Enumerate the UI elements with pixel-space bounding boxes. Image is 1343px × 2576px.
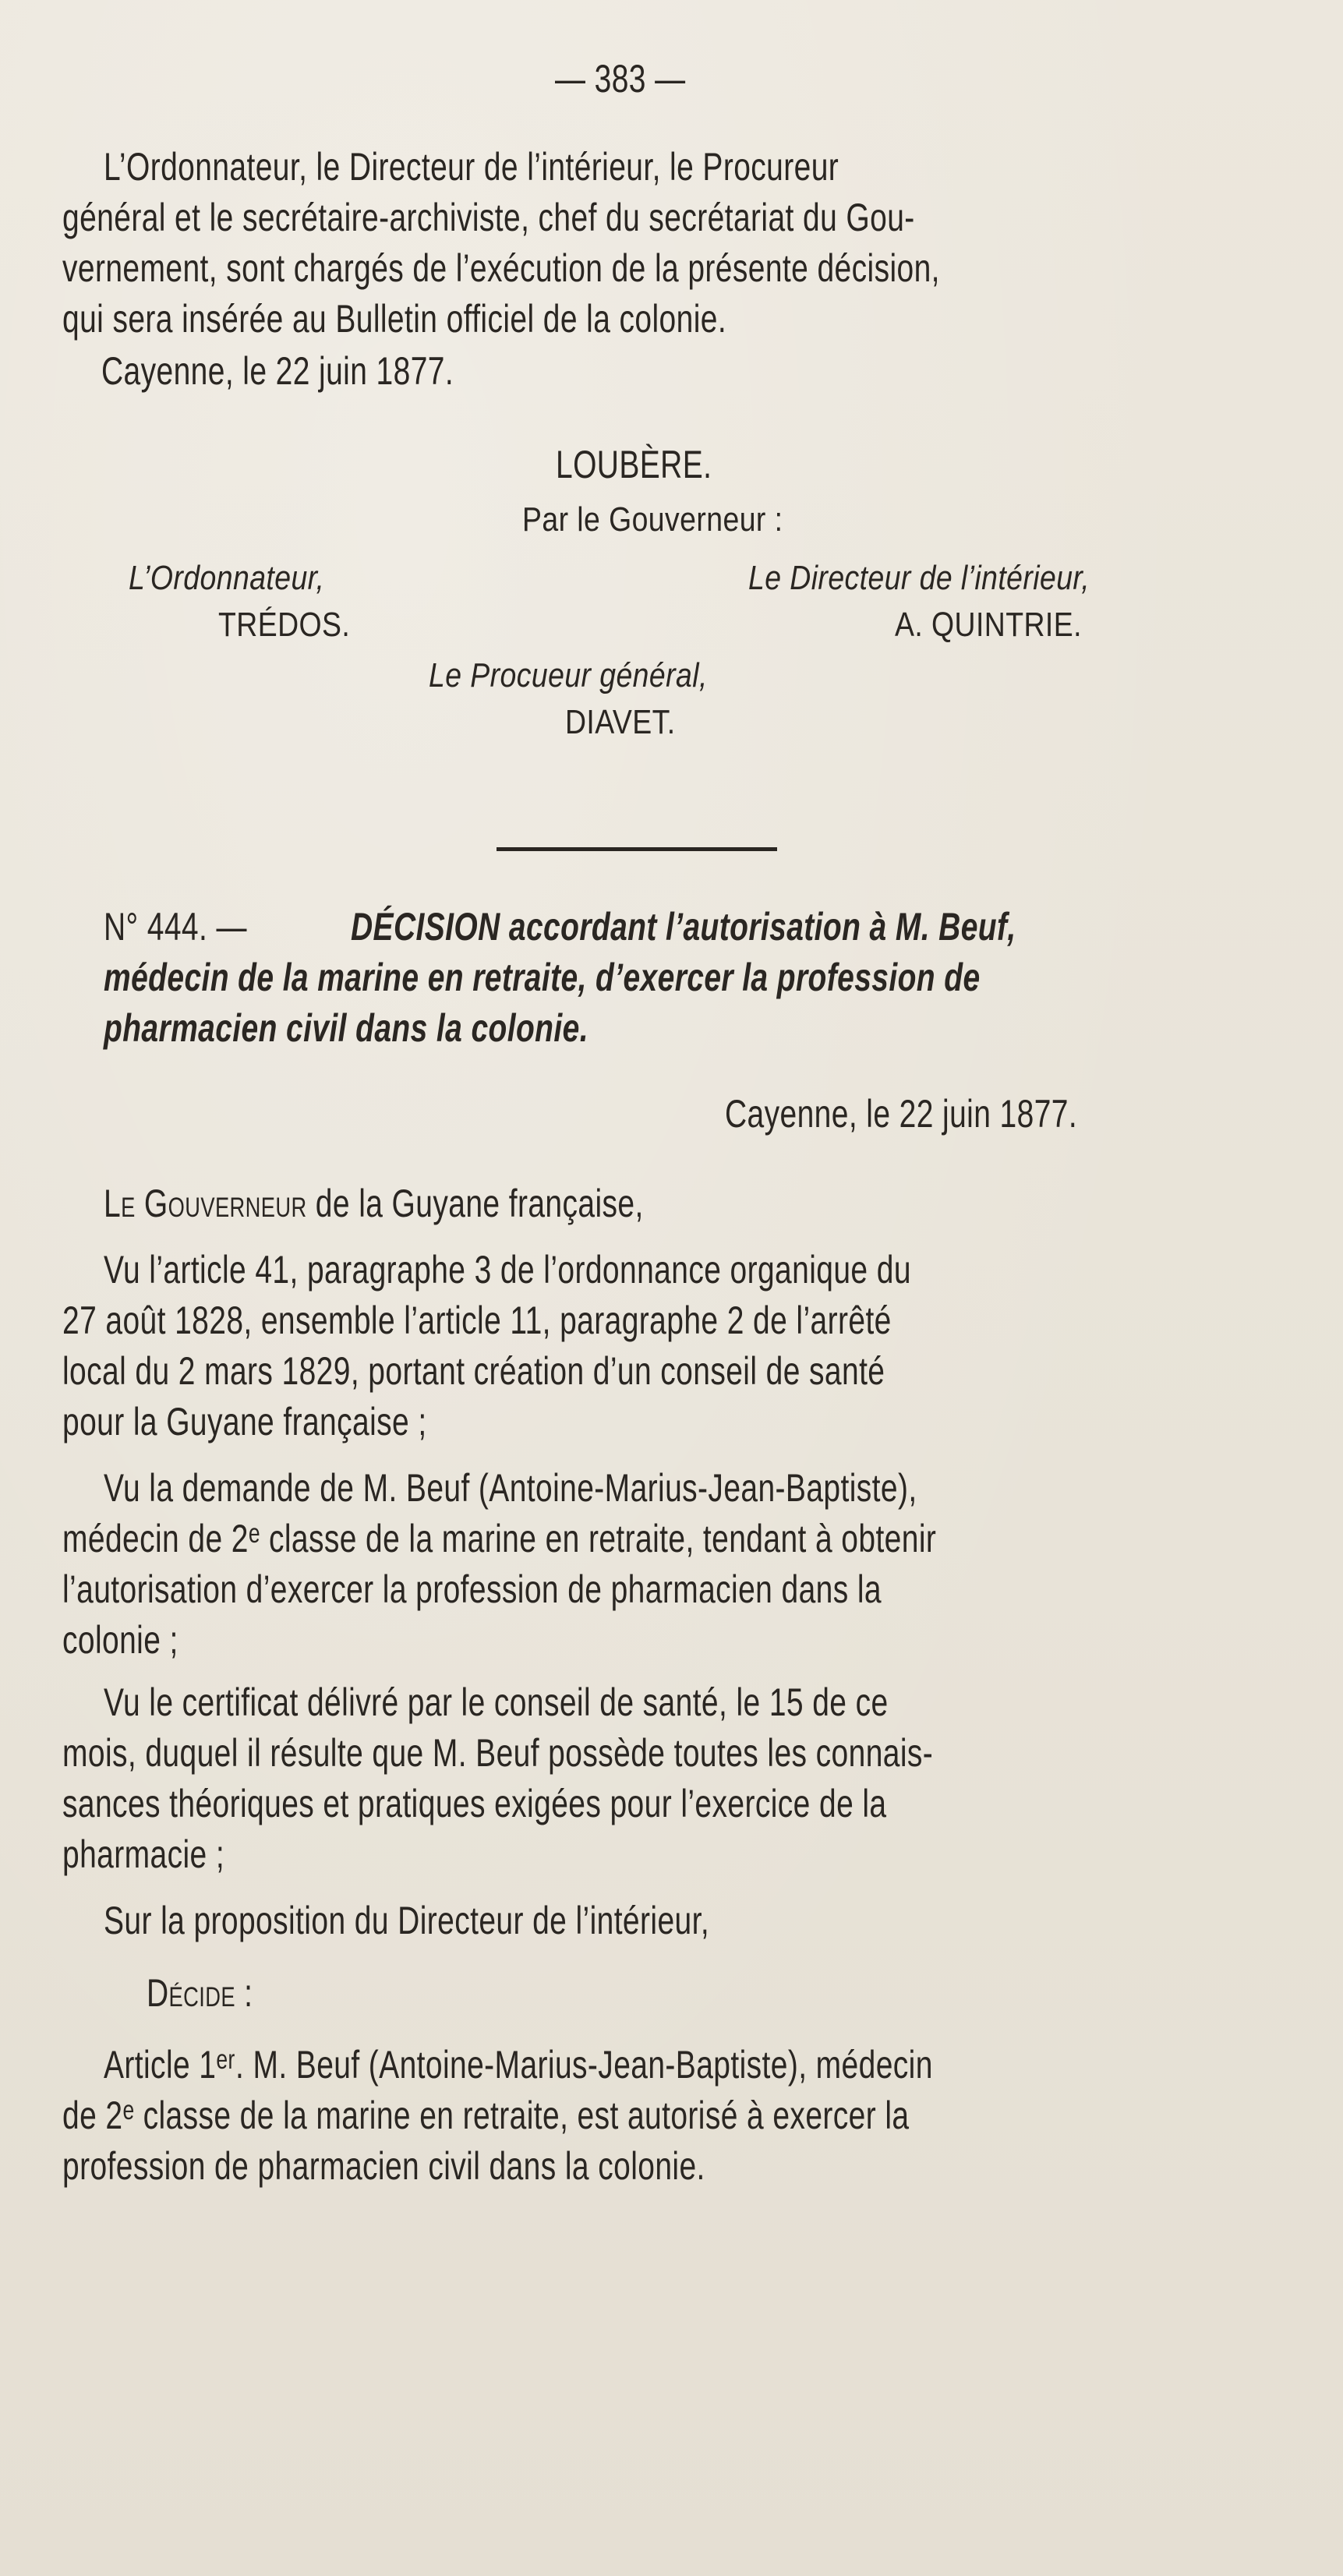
decision-title-line-2: médecin de la marine en retraite, d’exercer la profession de (104, 956, 981, 999)
intro-line-3: vernement, sont chargés de l’exécution de la présente décision, (62, 246, 940, 290)
paragraph-1-line-1: Vu l’article 41, paragraphe 3 de l’ordonnance organique du (104, 1248, 911, 1292)
par-le-gouverneur: Par le Gouverneur : (522, 500, 783, 539)
gouverneur-lead: Le Gouverneur (104, 1182, 307, 1225)
place-date-1: Cayenne, le 22 juin 1877. (101, 349, 454, 393)
procureur-name: DIAVET. (565, 703, 676, 741)
paragraph-3-line-4: pharmacie ; (62, 1832, 225, 1876)
paragraph-3-line-2: mois, duquel il résulte que M. Beuf possède toutes les connais- (62, 1731, 934, 1775)
intro-line-1: L’Ordonnateur, le Directeur de l’intérieur, le Procureur (104, 145, 839, 189)
gouverneur-rest: de la Guyane française, (306, 1182, 644, 1225)
paragraph-2-line-3: l’autorisation d’exercer la profession de pharmacien dans la (62, 1567, 882, 1611)
article-line-2: de 2ᵉ classe de la marine en retraite, est autorisé à exercer la (62, 2094, 910, 2137)
signatory-main: LOUBÈRE. (556, 443, 712, 486)
ordonnateur-name: TRÉDOS. (218, 606, 351, 644)
decision-title-line-3: pharmacien civil dans la colonie. (104, 1006, 588, 1050)
paragraph-4: Sur la proposition du Directeur de l’intérieur, (104, 1899, 710, 1942)
article-line-1: Article 1ᵉʳ. M. Beuf (Antoine-Marius-Jean-Baptiste), médecin (104, 2043, 933, 2087)
procureur-title: Le Procueur général, (429, 656, 708, 694)
place-date-2: Cayenne, le 22 juin 1877. (725, 1092, 1078, 1136)
decide-label: Décide : (147, 1971, 253, 2015)
section-divider (497, 847, 777, 851)
decision-number: N° 444. — (104, 905, 247, 949)
paragraph-3-line-3: sances théoriques et pratiques exigées pour l’exercice de la (62, 1782, 887, 1825)
directeur-title: Le Directeur de l’intérieur, (748, 559, 1090, 597)
paragraph-2-line-1: Vu la demande de M. Beuf (Antoine-Marius-Jean-Baptiste), (104, 1466, 917, 1510)
directeur-name: A. QUINTRIE. (895, 606, 1082, 644)
intro-line-2: général et le secrétaire-archiviste, chef du secrétariat du Gou- (62, 196, 915, 239)
paragraph-2-line-4: colonie ; (62, 1618, 178, 1662)
gouverneur-line (104, 1181, 644, 1226)
page-number: — 383 — (555, 57, 686, 101)
intro-line-4: qui sera insérée au Bulletin officiel de la colonie. (62, 297, 727, 341)
paragraph-1-line-3: local du 2 mars 1829, portant création d’un conseil de santé (62, 1349, 885, 1393)
decision-title-line-1: DÉCISION accordant l’autorisation à M. Beuf, (351, 905, 1016, 949)
paragraph-2-line-2: médecin de 2ᵉ classe de la marine en retraite, tendant à obtenir (62, 1517, 937, 1560)
paragraph-1-line-2: 27 août 1828, ensemble l’article 11, paragraphe 2 de l’arrêté (62, 1299, 892, 1342)
ordonnateur-title: L’Ordonnateur, (129, 559, 325, 597)
article-line-3: profession de pharmacien civil dans la colonie. (62, 2144, 705, 2188)
paragraph-1-line-4: pour la Guyane française ; (62, 1400, 427, 1443)
paragraph-3-line-1: Vu le certificat délivré par le conseil de santé, le 15 de ce (104, 1680, 889, 1724)
